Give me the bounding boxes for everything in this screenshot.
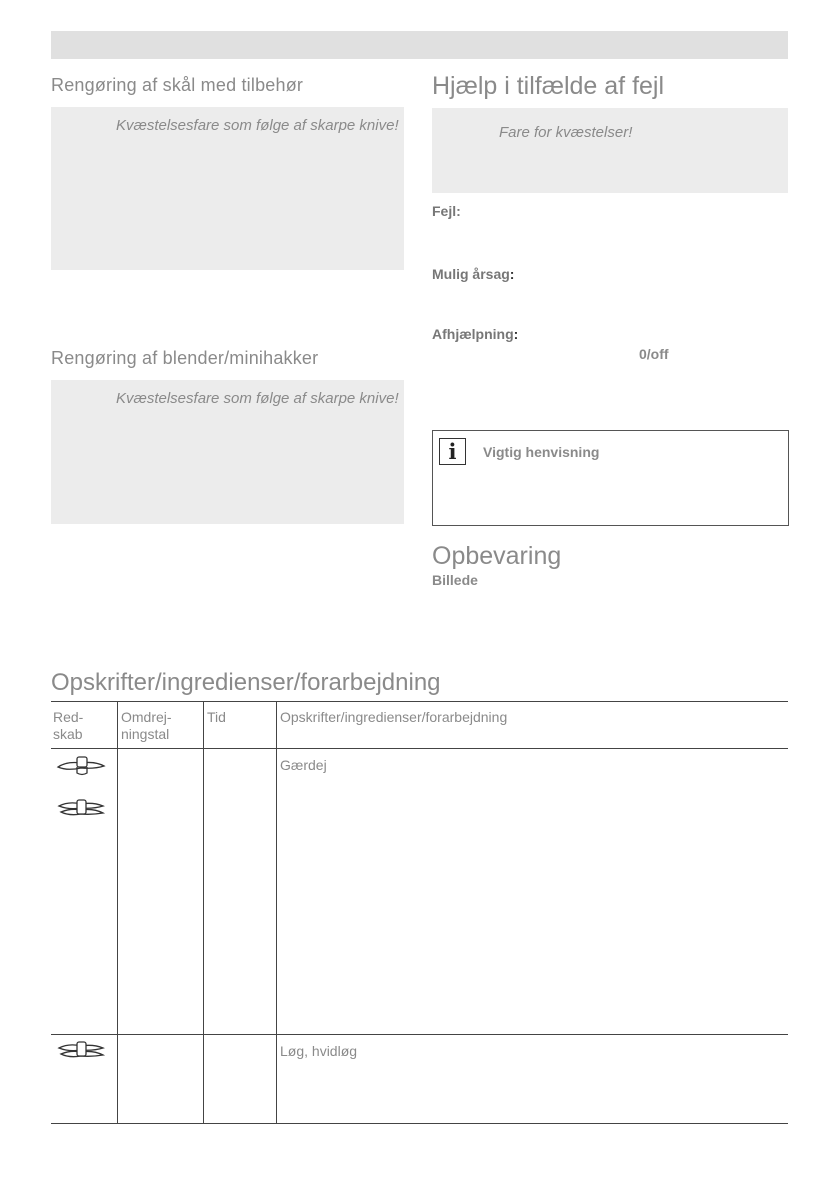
table-row-recipe: Løg, hvidløg: [280, 1043, 358, 1059]
heading-storage: Opbevaring: [432, 542, 562, 570]
fault-label: Fejl:: [432, 203, 461, 219]
col-header-tool: Red- skab: [53, 709, 84, 742]
stirring-disc-icon: [55, 797, 107, 819]
col-header-recipe: Opskrifter/ingredienser/forarbejdning: [280, 709, 508, 725]
remedy-label: Afhjælpning:: [432, 326, 519, 342]
heading-recipes: Opskrifter/ingredienser/forarbejdning: [51, 669, 441, 696]
remedy-switch-value: 0/off: [639, 346, 669, 362]
info-title: Vigtig henvisning: [483, 444, 600, 460]
info-box: [432, 430, 789, 526]
col-header-time: Tid: [207, 709, 226, 725]
warning-text-fault: Fare for kvæstelser!: [499, 124, 633, 141]
heading-cleaning-bowl: Rengøring af skål med tilbehør: [51, 75, 304, 95]
warning-box-blender: [51, 380, 404, 524]
cause-label: Mulig årsag:: [432, 266, 515, 282]
col-header-speed: Omdrej- ningstal: [121, 709, 172, 742]
heading-cleaning-blender: Rengøring af blender/minihakker: [51, 348, 319, 368]
table-col-divider: [203, 701, 204, 1124]
table-header-rule: [51, 748, 788, 749]
chopping-blade-icon: [55, 1039, 107, 1061]
table-row-recipe: Gærdej: [280, 757, 327, 773]
kneading-hook-icon: [55, 755, 107, 777]
table-top-rule: [51, 701, 788, 702]
table-bottom-rule: [51, 1123, 788, 1124]
table-col-divider: [276, 701, 277, 1124]
info-icon: i: [439, 438, 466, 465]
table-col-divider: [117, 701, 118, 1124]
warning-text-blender: Kvæstelsesfare som følge af skarpe knive!: [116, 390, 399, 407]
warning-box-fault: [432, 108, 788, 193]
warning-text-bowl: Kvæstelsesfare som følge af skarpe knive!: [116, 117, 399, 134]
heading-troubleshooting: Hjælp i tilfælde af fejl: [432, 72, 665, 100]
warning-box-bowl: [51, 107, 404, 270]
storage-subline: Billede: [432, 572, 478, 588]
table-row-rule: [51, 1034, 788, 1035]
header-band: [51, 31, 788, 59]
